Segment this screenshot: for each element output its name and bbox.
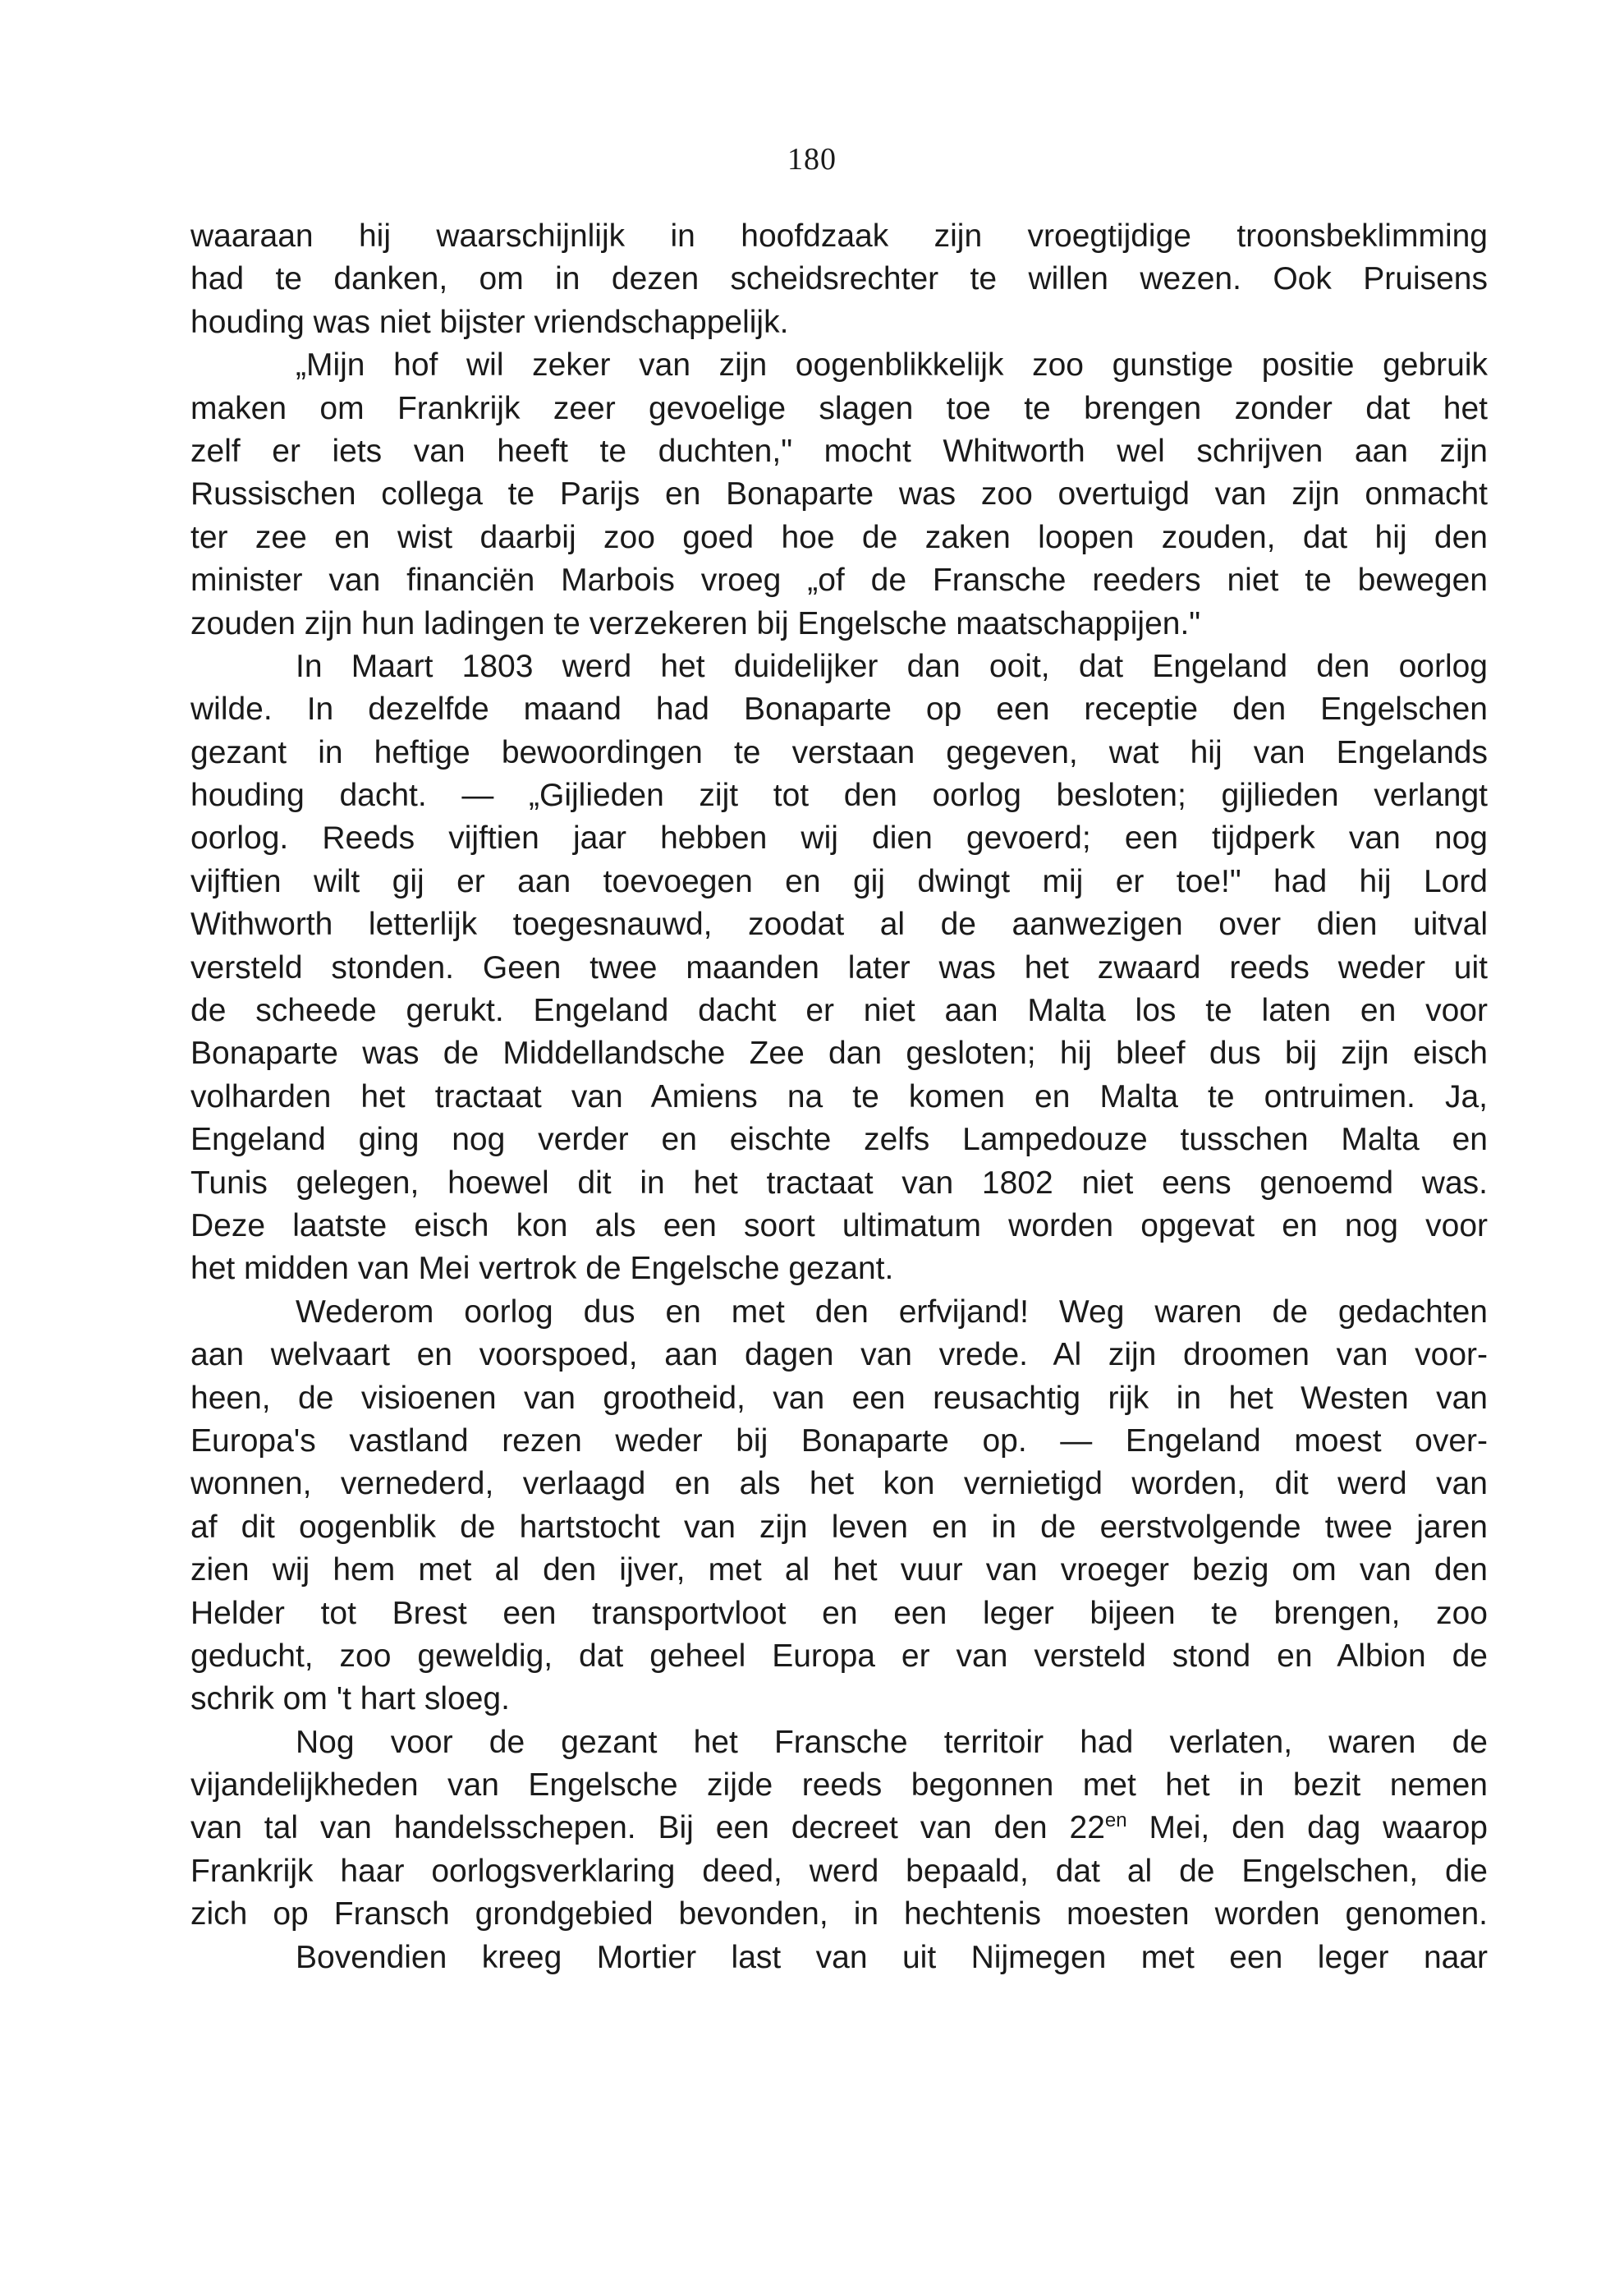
text-line bbox=[190, 774, 1488, 817]
text-line-content: van tal van handelsschepen. Bij een decreet van den 22 bbox=[190, 1810, 1105, 1846]
text-line-content: minister van financiën Marbois vroeg „of de Fransche reeders niet te bewegen bbox=[190, 563, 1488, 599]
text-line bbox=[190, 1678, 1488, 1721]
text-line bbox=[190, 1119, 1488, 1161]
text-line-content: Frankrijk haar oorlogsverklaring deed, werd bepaald, dat al de Engelschen, die bbox=[190, 1853, 1488, 1889]
text-line-content: volharden het tractaat van Amiens na te komen en Malta te ontruimen. Ja, bbox=[190, 1078, 1488, 1114]
text-line bbox=[190, 990, 1488, 1032]
text-line-content: ter zee en wist daarbij zoo goed hoe de zaken loopen zouden, dat hij den bbox=[190, 519, 1488, 555]
text-line-content: oorlog. Reeds vijftien jaar hebben wij dien gevoerd; een tijdperk van nog bbox=[190, 820, 1488, 857]
text-line bbox=[190, 903, 1488, 946]
text-line bbox=[190, 1291, 1488, 1334]
text-line-content: Nog voor de gezant het Fransche territoir had verlaten, waren de bbox=[296, 1724, 1488, 1760]
text-line-content: gezant in heftige bewoordingen te verstaan gegeven, wat hij van Engelands bbox=[190, 734, 1488, 770]
text-line-content: Helder tot Brest een transportvloot en een leger bijeen te brengen, zoo bbox=[190, 1595, 1488, 1631]
text-line-content: zich op Fransch grondgebied bevonden, in hechtenis moesten worden genomen. bbox=[190, 1896, 1488, 1932]
text-line-content: Europa's vastland rezen weder bij Bonaparte op. — Engeland moest over- bbox=[190, 1422, 1488, 1459]
text-line-content: heen, de visioenen van grootheid, van een reusachtig rijk in het Westen van bbox=[190, 1380, 1488, 1416]
text-line bbox=[190, 1377, 1488, 1420]
text-line-content: houding was niet bijster vriendschappelijk. bbox=[190, 304, 789, 340]
text-line-tail: Mei, den dag waarop bbox=[1126, 1810, 1488, 1846]
text-line bbox=[190, 1420, 1488, 1463]
text-line bbox=[190, 1850, 1488, 1893]
text-line-content: de scheede gerukt. Engeland dacht er niet aan Malta los te laten en voor bbox=[190, 993, 1488, 1029]
text-line-content: schrik om 't hart sloeg. bbox=[190, 1681, 510, 1717]
text-line-content: houding dacht. — „Gijlieden zijt tot den oorlog besloten; gijlieden verlangt bbox=[190, 778, 1488, 814]
text-line-content: aan welvaart en voorspoed, aan dagen van vrede. Al zijn droomen van voor- bbox=[190, 1337, 1488, 1373]
text-line-content: „Mijn hof wil zeker van zijn oogenblikkelijk zoo gunstige positie gebruik bbox=[296, 347, 1488, 384]
text-line bbox=[190, 258, 1488, 301]
text-line-content: Bonaparte was de Middellandsche Zee dan gesloten; hij bleef dus bij zijn eisch bbox=[190, 1036, 1488, 1072]
text-line bbox=[190, 1334, 1488, 1376]
text-line-content: Tunis gelegen, hoewel dit in het tractaat van 1802 niet eens genoemd was. bbox=[190, 1165, 1488, 1201]
text-line-content: zelf er iets van heeft te duchten," mocht Whitworth wel schrijven aan zijn bbox=[190, 433, 1488, 469]
text-line bbox=[190, 603, 1488, 646]
text-line-content: zouden zijn hun ladingen te verzekeren bij Engelsche maatschappijen." bbox=[190, 605, 1201, 641]
text-line-content: wonnen, vernederd, verlaagd en als het kon vernietigd worden, dit werd van bbox=[190, 1466, 1488, 1502]
text-line bbox=[190, 947, 1488, 990]
text-line-content: Deze laatste eisch kon als een soort ultimatum worden opgevat en nog voor bbox=[190, 1207, 1488, 1243]
text-line bbox=[190, 430, 1488, 473]
text-line-content: waaraan hij waarschijnlijk in hoofdzaak zijn vroegtijdige troonsbeklimming bbox=[190, 218, 1488, 254]
text-line-content: In Maart 1803 werd het duidelijker dan ooit, dat Engeland den oorlog bbox=[296, 648, 1488, 684]
text-line bbox=[190, 1506, 1488, 1549]
text-line-content: af dit oogenblik de hartstocht van zijn leven en in de eerstvolgende twee jaren bbox=[190, 1509, 1488, 1545]
text-line-content: Engeland ging nog verder en eischte zelfs Lampedouze tusschen Malta en bbox=[190, 1122, 1488, 1158]
text-line-content: Russischen collega te Parijs en Bonaparte was zoo overtuigd van zijn onmacht bbox=[190, 476, 1488, 512]
text-line-content: geducht, zoo geweldig, dat geheel Europa er van versteld stond en Albion de bbox=[190, 1638, 1488, 1674]
text-line bbox=[190, 1076, 1488, 1119]
text-line bbox=[190, 1937, 1488, 1979]
text-line bbox=[190, 1764, 1488, 1807]
text-line bbox=[190, 1635, 1488, 1678]
text-line bbox=[190, 1549, 1488, 1592]
text-line bbox=[190, 1893, 1488, 1936]
text-line-content: vijftien wilt gij er aan toevoegen en gij dwingt mij er toe!" had hij Lord bbox=[190, 863, 1488, 899]
text-line bbox=[190, 517, 1488, 559]
text-line bbox=[190, 1032, 1488, 1075]
text-line bbox=[190, 1205, 1488, 1248]
text-line-content: wilde. In dezelfde maand had Bonaparte op een receptie den Engelschen bbox=[190, 692, 1488, 728]
text-line bbox=[190, 1248, 1488, 1290]
text-line bbox=[190, 1162, 1488, 1205]
text-line bbox=[190, 1721, 1488, 1764]
text-line bbox=[190, 732, 1488, 774]
text-line-content: had te danken, om in dezen scheidsrechter te willen wezen. Ook Pruisens bbox=[190, 261, 1488, 297]
page-number: 180 bbox=[787, 142, 837, 177]
text-line-content: Wederom oorlog dus en met den erfvijand! Weg waren de gedachten bbox=[296, 1294, 1488, 1330]
text-line-content: zien wij hem met al den ijver, met al het vuur van vroeger bezig om van den bbox=[190, 1552, 1488, 1588]
text-line bbox=[190, 344, 1488, 387]
text-line-content: het midden van Mei vertrok de Engelsche gezant. bbox=[190, 1251, 894, 1287]
text-line bbox=[190, 301, 1488, 344]
text-line-content: Bovendien kreeg Mortier last van uit Nijmegen met een leger naar bbox=[296, 1939, 1488, 1975]
text-line bbox=[190, 817, 1488, 860]
text-line bbox=[190, 1592, 1488, 1635]
superscript: en bbox=[1104, 1809, 1127, 1832]
text-line bbox=[190, 688, 1488, 731]
text-line-content: Withworth letterlijk toegesnauwd, zoodat al de aanwezigen over dien uitval bbox=[190, 907, 1488, 943]
text-line bbox=[190, 646, 1488, 688]
text-line-content: vijandelijkheden van Engelsche zijde reeds begonnen met het in bezit nemen bbox=[190, 1767, 1488, 1804]
text-line-content: versteld stonden. Geen twee maanden later was het zwaard reeds weder uit bbox=[190, 949, 1488, 986]
body-text bbox=[190, 215, 1488, 1979]
text-line bbox=[190, 559, 1488, 602]
text-line-content: maken om Frankrijk zeer gevoelige slagen toe te brengen zonder dat het bbox=[190, 390, 1488, 426]
text-line bbox=[190, 1463, 1488, 1505]
text-line bbox=[190, 473, 1488, 516]
text-line bbox=[190, 1807, 1488, 1850]
text-line bbox=[190, 388, 1488, 430]
text-line bbox=[190, 861, 1488, 903]
text-line bbox=[190, 215, 1488, 258]
